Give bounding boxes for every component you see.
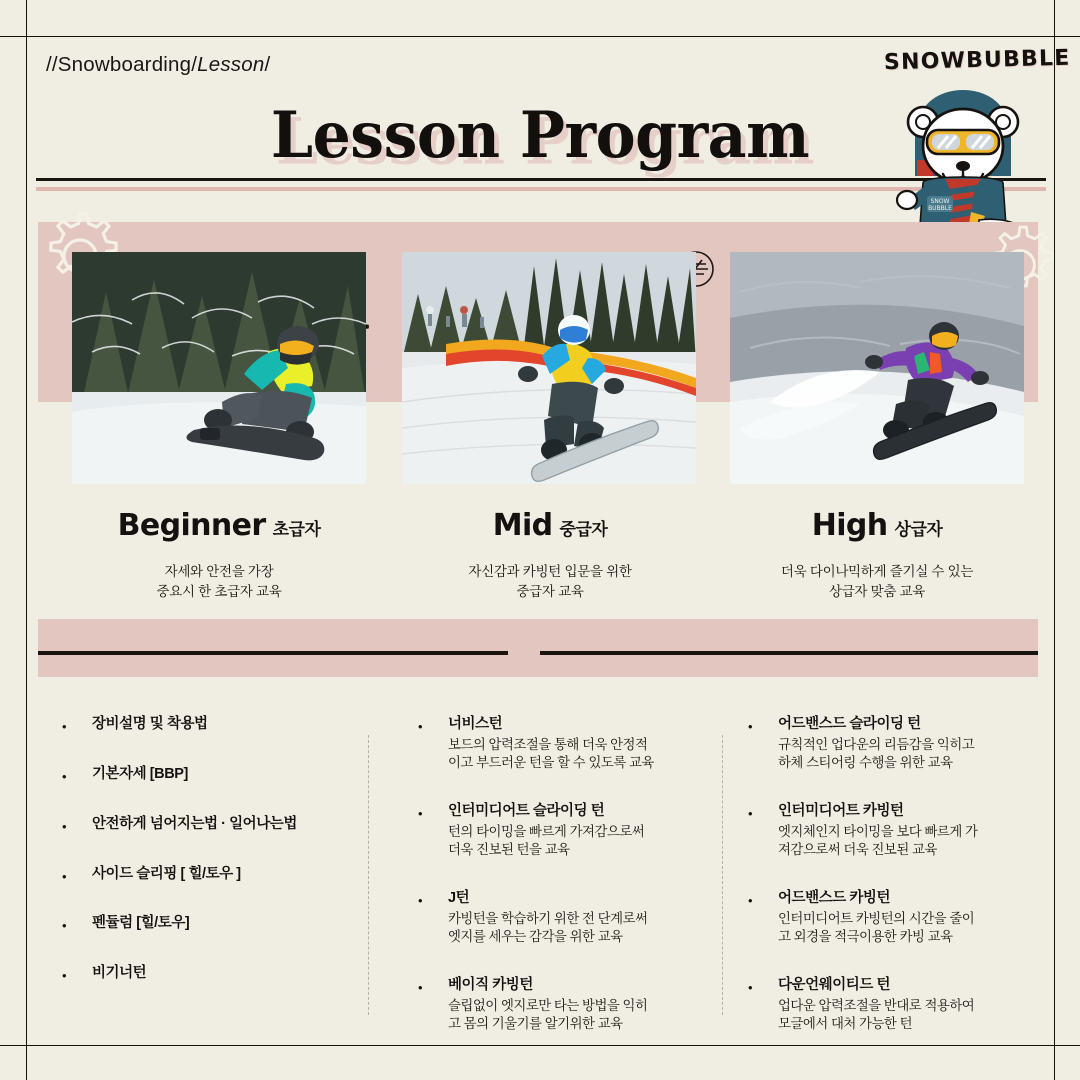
level-name-en: Mid	[492, 508, 553, 543]
level-heading-mid	[385, 508, 715, 543]
svg-text:SNOW: SNOW	[930, 198, 950, 205]
level-photo-beginner	[72, 252, 366, 484]
bullet-icon: •	[62, 918, 67, 934]
level-desc-line: 더욱 다이나믹하게 즐기실 수 있는	[780, 564, 974, 579]
page-title: Lesson Program	[270, 98, 810, 174]
list-item-title: 장비설명 및 착용법	[92, 716, 208, 732]
list-item[interactable]	[62, 815, 362, 834]
curriculum-column-beginner	[62, 715, 362, 1014]
list-item[interactable]	[62, 914, 362, 933]
brand-logo-text: SNOWBUBBLE	[883, 45, 1071, 76]
breadcrumb[interactable]	[46, 53, 270, 77]
list-item-desc-line: 하체 스티어링 수행을 위한 교육	[778, 754, 953, 770]
list-item-desc-line: 고 외경을 적극이용한 카빙 교육	[778, 929, 953, 944]
level-name-ko: 상급자	[894, 520, 943, 539]
level-desc-line: 상급자 맞춤 교육	[828, 583, 926, 599]
section-divider-rule-right	[540, 651, 1038, 655]
bullet-icon: •	[418, 893, 423, 909]
list-item-desc-line: 턴의 타이밍을 빠르게 가져감으로써	[448, 823, 645, 839]
breadcrumb-prefix: //Snowboarding/	[46, 53, 198, 76]
list-item-title: J턴	[448, 890, 470, 907]
section-divider-rule-left	[38, 651, 508, 655]
list-item-desc-line: 모글에서 대처 가능한 턴	[778, 1016, 913, 1032]
bullet-icon: •	[748, 806, 753, 822]
list-item[interactable]	[62, 865, 362, 884]
list-item-title: 안전하게 넘어지는법 · 일어나는법	[92, 815, 297, 832]
list-item[interactable]	[748, 976, 1048, 1033]
list-item-desc-line: 인터미디어트 카빙턴의 시간을 줄이	[778, 910, 975, 926]
bullet-icon: •	[62, 818, 67, 834]
list-item-desc-line: 고 몸의 기울기를 알기위한 교육	[448, 1016, 623, 1032]
list-item[interactable]	[62, 715, 362, 734]
level-photo-high	[730, 252, 1024, 484]
list-item-desc-line: 보드의 압력조절을 통해 더욱 안정적	[448, 736, 648, 752]
bullet-icon: •	[62, 868, 67, 884]
level-desc-line: 중요시 한 초급자 교육	[156, 583, 282, 599]
curriculum-column-high	[748, 715, 1048, 1063]
list-item-title: 기본자세 [BBP]	[92, 765, 188, 782]
list-item-desc-line: 더욱 진보된 턴을 교육	[448, 841, 570, 857]
section-divider-band	[38, 619, 1038, 677]
breadcrumb-current: Lesson	[197, 53, 265, 76]
list-item-title: 베이직 카빙턴	[448, 977, 533, 994]
frame-line-top	[0, 36, 1080, 37]
list-item-title: 인터미디어트 슬라이딩 턴	[448, 803, 605, 820]
level-name-en: High	[811, 508, 888, 543]
list-item-desc-line: 카빙턴을 학습하기 위한 전 단계로써	[448, 910, 648, 926]
svg-text:BUBBLE: BUBBLE	[928, 205, 952, 212]
level-heading-beginner	[54, 508, 384, 543]
bullet-icon: •	[62, 968, 67, 984]
list-item[interactable]	[62, 765, 362, 784]
bullet-icon: •	[418, 719, 423, 734]
list-item-desc-line: 엣지체인지 타이밍을 보다 빠르게 가	[778, 823, 978, 839]
list-item[interactable]	[418, 715, 718, 772]
level-description-beginner	[49, 562, 389, 601]
list-item-desc-line: 규칙적인 업다운의 리듬감을 익히고	[778, 736, 975, 752]
list-item-title: 어드밴스드 카빙턴	[778, 890, 891, 907]
list-item[interactable]	[748, 889, 1048, 946]
level-heading-high	[712, 508, 1042, 543]
list-item-desc-line: 엣지를 세우는 감각을 위한 교육	[448, 929, 623, 944]
list-item-title: 인터미디어트 카빙턴	[778, 803, 904, 820]
list-item[interactable]	[418, 889, 718, 946]
list-item-desc-line: 져감으로써 더욱 진보된 교육	[778, 841, 937, 857]
level-name-ko: 중급자	[559, 520, 608, 539]
list-item-desc-line: 슬립없이 엣지로만 타는 방법을 익히	[448, 997, 648, 1013]
frame-line-left	[26, 0, 27, 1080]
polar-bear-mascot-icon	[893, 80, 1033, 228]
level-photo-mid	[402, 252, 696, 484]
list-item-title: 너비스턴	[448, 716, 503, 732]
level-name-ko: 초급자	[272, 520, 321, 539]
bullet-icon: •	[748, 719, 753, 734]
bullet-icon: •	[418, 806, 423, 822]
list-item[interactable]	[418, 976, 718, 1033]
list-item-title: 사이드 슬리핑 [ 힐/토우 ]	[92, 865, 241, 882]
level-description-mid	[380, 562, 720, 601]
list-item[interactable]	[418, 802, 718, 859]
list-item-title: 어드밴스드 슬라이딩 턴	[778, 716, 921, 732]
list-item[interactable]	[62, 964, 362, 983]
list-item-title: 다운언웨이티드 턴	[778, 977, 891, 994]
bullet-icon: •	[748, 980, 753, 996]
list-item[interactable]	[748, 802, 1048, 859]
list-item[interactable]	[748, 715, 1048, 772]
curriculum-column-mid	[418, 715, 718, 1063]
frame-line-right	[1054, 0, 1055, 1080]
list-item-desc-line: 이고 부드러운 턴을 할 수 있도록 교육	[448, 754, 654, 770]
bullet-icon: •	[748, 893, 753, 909]
level-desc-line: 자세와 안전을 가장	[164, 564, 274, 579]
level-description-high	[707, 562, 1047, 601]
level-name-en: Beginner	[117, 508, 266, 543]
list-item-desc-line: 업다운 압력조절을 반대로 적용하여	[778, 997, 975, 1013]
breadcrumb-suffix: /	[264, 53, 271, 76]
bullet-icon: •	[418, 980, 423, 996]
column-divider-2	[722, 735, 723, 1015]
list-item-title: 비기너턴	[92, 965, 147, 982]
bullet-icon: •	[62, 768, 67, 784]
list-item-title: 펜듈럼 [힐/토우]	[92, 915, 190, 932]
level-desc-line: 자신감과 카빙턴 입문을 위한	[468, 564, 632, 579]
column-divider-1	[368, 735, 369, 1015]
bullet-icon: •	[62, 719, 67, 734]
level-desc-line: 중급자 교육	[516, 583, 584, 599]
